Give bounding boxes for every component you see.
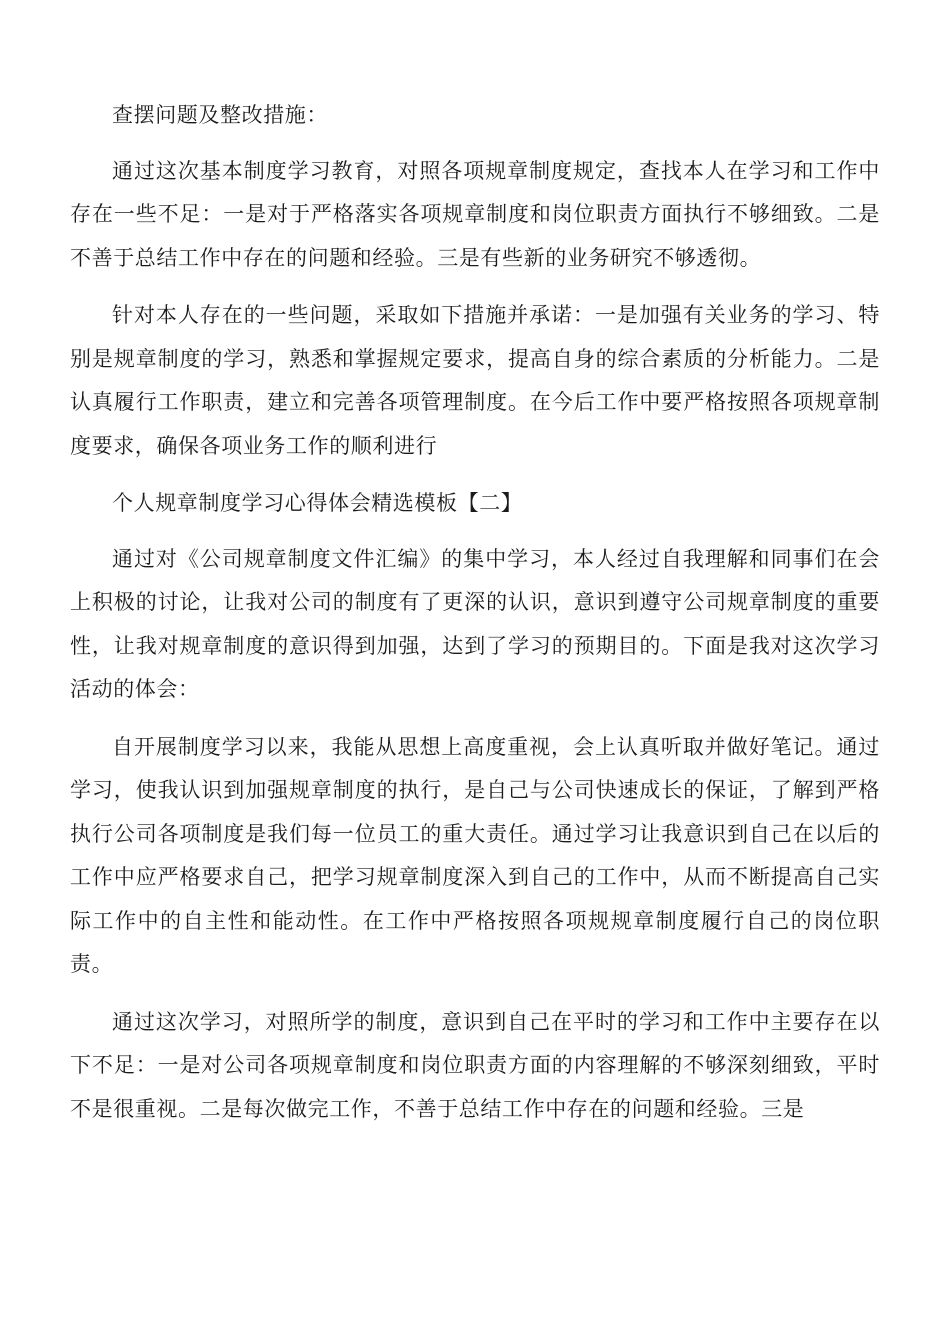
paragraph-study-intro: 通过对《公司规章制度文件汇编》的集中学习，本人经过自我理解和同事们在会上积极的讨论，让我对公司的制度有了更深的认识，意识到遵守公司规章制度的重要性，让我对规章制度的意识得到加强，达到了学习的预期目的。下面是我对这次学习活动的体会：	[70, 546, 880, 701]
document-body	[70, 94, 880, 1145]
section-heading-problems: 查摆问题及整改措施：	[112, 103, 328, 127]
paragraph-study-shortcomings: 通过这次学习，对照所学的制度，意识到自己在平时的学习和工作中主要存在以下不足：一是对公司各项规章制度和岗位职责方面的内容理解的不够深刻细致，平时不是很重视。二是每次做完工作，不善于总结工作中存在的问题和经验。三是	[70, 1009, 880, 1121]
section-heading-template-two: 个人规章制度学习心得体会精选模板【二】	[112, 491, 523, 515]
paragraph-measures: 针对本人存在的一些问题，采取如下措施并承诺：一是加强有关业务的学习、特别是规章制度的学习，熟悉和掌握规定要求，提高自身的综合素质的分析能力。二是认真履行工作职责，建立和完善各项管理制度。在今后工作中要严格按照各项规章制度要求，确保各项业务工作的顺利进行	[70, 303, 880, 458]
paragraph-shortcomings: 通过这次基本制度学习教育，对照各项规章制度规定，查找本人在学习和工作中存在一些不足：一是对于严格落实各项规章制度和岗位职责方面执行不够细致。二是不善于总结工作中存在的问题和经验。三是有些新的业务研究不够透彻。	[70, 158, 880, 270]
paragraph-study-experience: 自开展制度学习以来，我能从思想上高度重视，会上认真听取并做好笔记。通过学习，使我认识到加强规章制度的执行，是自己与公司快速成长的保证，了解到严格执行公司各项制度是我们每一位员工的重大责任。通过学习让我意识到自己在以后的工作中应严格要求自己，把学习规章制度深入到自己的工作中，从而不断提高自己实际工作中的自主性和能动性。在工作中严格按照各项规规章制度履行自己的岗位职责。	[70, 734, 880, 976]
